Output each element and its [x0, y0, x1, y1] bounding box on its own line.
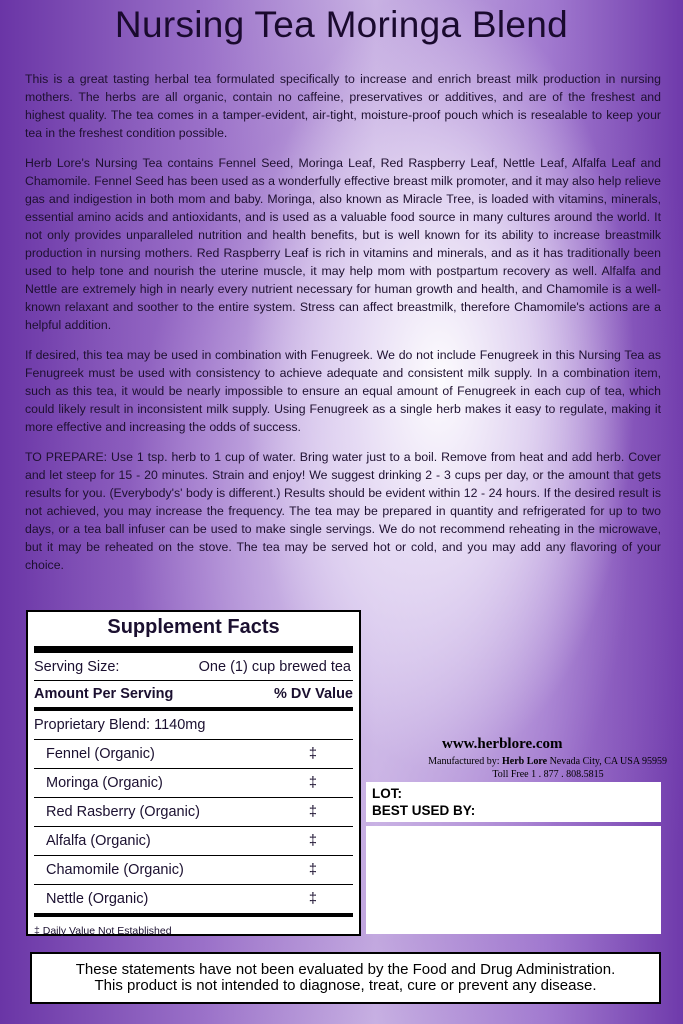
amount-per-serving-label: Amount Per Serving: [34, 686, 174, 702]
amount-per-serving-row: [34, 681, 353, 711]
ingredient-dv: ‡: [308, 775, 317, 791]
website-link[interactable]: www.herblore.com: [442, 736, 563, 752]
blank-label-area: [366, 826, 661, 934]
dv-value-label: % DV Value: [274, 686, 353, 702]
supplement-facts-heading: Supplement Facts: [34, 612, 353, 653]
description-text: [25, 70, 661, 586]
company-address: Nevada City, CA USA 95959: [547, 756, 667, 767]
ingredient-dv: ‡: [308, 804, 317, 820]
ingredient-row: [34, 798, 353, 827]
ingredient-dv: ‡: [308, 833, 317, 849]
supplement-facts-panel: [26, 610, 361, 936]
serving-size-row: [34, 653, 353, 681]
lot-label: LOT:: [372, 786, 402, 801]
ingredient-dv: ‡: [308, 891, 317, 907]
ingredient-dv: ‡: [308, 862, 317, 878]
ingredient-row: [34, 769, 353, 798]
best-used-by-label: BEST USED BY:: [372, 803, 476, 818]
ingredient-row: [34, 885, 353, 917]
ingredient-row: [34, 827, 353, 856]
manufactured-prefix: Manufactured by:: [428, 756, 502, 767]
ingredient-name: Red Rasberry (Organic): [46, 804, 200, 820]
disclaimer-line-2: This product is not intended to diagnose, treat, cure or prevent any disease.: [94, 977, 597, 994]
manufacturer-info: [369, 755, 667, 781]
serving-size-value: One (1) cup brewed tea: [198, 658, 351, 675]
ingredient-name: Chamomile (Organic): [46, 862, 184, 878]
proprietary-blend-label: Proprietary Blend: 1140mg: [34, 717, 206, 733]
lot-box: [366, 782, 661, 822]
disclaimer-line-1: These statements have not been evaluated by the Food and Drug Administration.: [75, 961, 616, 978]
ingredient-name: Nettle (Organic): [46, 891, 149, 907]
page-title: Nursing Tea Moringa Blend: [114, 4, 569, 45]
ingredient-row: [34, 740, 353, 769]
ingredient-row: [34, 856, 353, 885]
ingredient-name: Fennel (Organic): [46, 746, 155, 762]
ingredients-paragraph: Herb Lore's Nursing Tea contains Fennel Seed, Moringa Leaf, Red Raspberry Leaf, Nettle Leaf, Alfalfa Leaf and Chamomile. Fennel Seed has been used as a wonderfully effective breast milk promoter, and it may also help relieve gas and indigestion in both mom and baby. Moringa, also known as Miracle Tree, is loaded with vitamins, minerals, essential amino acids and antioxidants, and is used as a valuable food source in many cultures around the world. It not only provides unparalleled nutrition and health benefits, but is well known for its ability to increase breastmilk production in nursing mothers. Red Raspberry Leaf is rich in vitamins and minerals, and as it has traditionally been used to help tone and nourish the uterine muscle, it may help mom with postpartum recovery as well. Alfalfa and Nettle are extremely high in nearly every nutrient necessary for human growth and health, and Chamomile is a well-known relaxant and soother to the entire system. Stress can affect breastmilk, therefore Chamomile's actions are a helpful addition.: [25, 156, 661, 332]
ingredient-dv: ‡: [308, 746, 317, 762]
manufactured-by-line: [428, 756, 667, 767]
fda-disclaimer: [30, 952, 661, 1004]
proprietary-blend-row: [34, 711, 353, 740]
intro-paragraph: This is a great tasting herbal tea formulated specifically to increase and enrich breast milk production in nursing mothers. The herbs are all organic, contain no caffeine, preservatives or additives, and are of the freshest and highest quality. The tea comes in a tamper-evident, air-tight, moisture-proof pouch which is resealable to keep your tea in the freshest condition possible.: [25, 72, 661, 140]
serving-size-label: Serving Size:: [34, 658, 120, 675]
company-name: Herb Lore: [501, 756, 548, 767]
phone-number: Toll Free 1 . 877 . 808.5815: [492, 769, 604, 780]
daily-value-footnote: ‡ Daily Value Not Established: [34, 925, 172, 937]
ingredient-name: Moringa (Organic): [46, 775, 163, 791]
ingredient-name: Alfalfa (Organic): [46, 833, 151, 849]
fenugreek-paragraph: If desired, this tea may be used in combination with Fenugreek. We do not include Fenugreek in this Nursing Tea as Fenugreek must be used with consistency to achieve adequate and consistent milk supply. In a combination item, such as this tea, it would be nearly impossible to ensure an equal amount of Fenugreek in each cup of tea, which could likely result in inconsistent milk supply. Using Fenugreek as a single herb makes it easy to regulate, making it more effective and increasing the odds of success.: [25, 348, 661, 434]
preparation-paragraph: TO PREPARE: Use 1 tsp. herb to 1 cup of water. Bring water just to a boil. Remove from heat and add herb. Cover and let steep for 15 - 20 minutes. Strain and enjoy! We suggest drinking 2 - 3 cups per day, or the amount that gets results for you. (Everybody's' body is different.) Results should be evident within 12 - 24 hours. If the desired result is not achieved, you may increase the frequency. The tea may be prepared in quantity and refrigerated for up to two days, or a tea ball infuser can be used to make single servings. We do not recommend reheating in the microwave, but it may be reheated on the stove. The tea may be served hot or cold, and you may add any flavoring of your choice.: [25, 450, 661, 572]
